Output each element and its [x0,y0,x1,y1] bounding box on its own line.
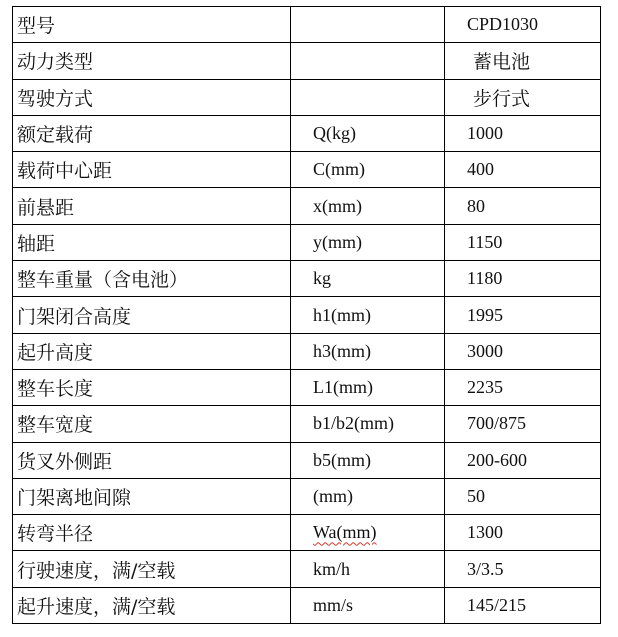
spec-value: 700/875 [445,406,601,442]
table-row [13,515,601,551]
spec-value: 步行式 [445,79,601,115]
spec-unit: x(mm) [291,188,445,224]
spec-name: 门架闭合高度 [13,297,291,333]
spec-unit: h1(mm) [291,297,445,333]
spellcheck-underlined-unit: Wa(mm) [313,522,377,543]
spec-unit: C(mm) [291,152,445,188]
spec-unit: h3(mm) [291,333,445,369]
spec-name: 整车长度 [13,369,291,405]
spec-value: 400 [445,152,601,188]
spec-name: 整车宽度 [13,406,291,442]
spec-name: 行驶速度，满/空载 [13,551,291,587]
spec-name: 轴距 [13,224,291,260]
spec-name: 货叉外侧距 [13,442,291,478]
spec-value: 1995 [445,297,601,333]
spec-unit: Q(kg) [291,115,445,151]
spec-value: 蓄电池 [445,43,601,79]
table-row [13,224,601,260]
table-row [13,115,601,151]
table-row [13,406,601,442]
spec-value: 3/3.5 [445,551,601,587]
spec-unit: (mm) [291,478,445,514]
table-row [13,551,601,587]
table-row [13,43,601,79]
spec-name: 型号 [13,7,291,43]
table-row [13,188,601,224]
table-row [13,587,601,623]
spec-name: 转弯半径 [13,515,291,551]
spec-unit [291,515,445,551]
spec-name: 载荷中心距 [13,152,291,188]
spec-sheet [12,6,600,624]
spec-value: 145/215 [445,587,601,623]
spec-unit: L1(mm) [291,369,445,405]
spec-name: 起升高度 [13,333,291,369]
spec-table [12,6,601,624]
spec-value: 1180 [445,261,601,297]
spec-unit [291,7,445,43]
table-row [13,261,601,297]
spec-name: 起升速度，满/空载 [13,587,291,623]
spec-name: 整车重量（含电池） [13,261,291,297]
table-row [13,7,601,43]
spec-value: 1300 [445,515,601,551]
table-row [13,333,601,369]
spec-value: 50 [445,478,601,514]
spec-value: 200-600 [445,442,601,478]
spec-value: CPD1030 [445,7,601,43]
table-row [13,152,601,188]
spec-unit: mm/s [291,587,445,623]
spec-value: 3000 [445,333,601,369]
spec-name: 动力类型 [13,43,291,79]
spec-name: 驾驶方式 [13,79,291,115]
spec-value: 1000 [445,115,601,151]
spec-unit: kg [291,261,445,297]
table-row [13,442,601,478]
table-row [13,297,601,333]
spec-unit: b1/b2(mm) [291,406,445,442]
spec-name: 额定载荷 [13,115,291,151]
table-row [13,478,601,514]
spec-unit: km/h [291,551,445,587]
spec-value: 80 [445,188,601,224]
spec-value: 2235 [445,369,601,405]
spec-unit: b5(mm) [291,442,445,478]
spec-unit: y(mm) [291,224,445,260]
spec-unit [291,43,445,79]
table-row [13,369,601,405]
spec-unit [291,79,445,115]
spec-name: 前悬距 [13,188,291,224]
table-row [13,79,601,115]
spec-value: 1150 [445,224,601,260]
spec-name: 门架离地间隙 [13,478,291,514]
